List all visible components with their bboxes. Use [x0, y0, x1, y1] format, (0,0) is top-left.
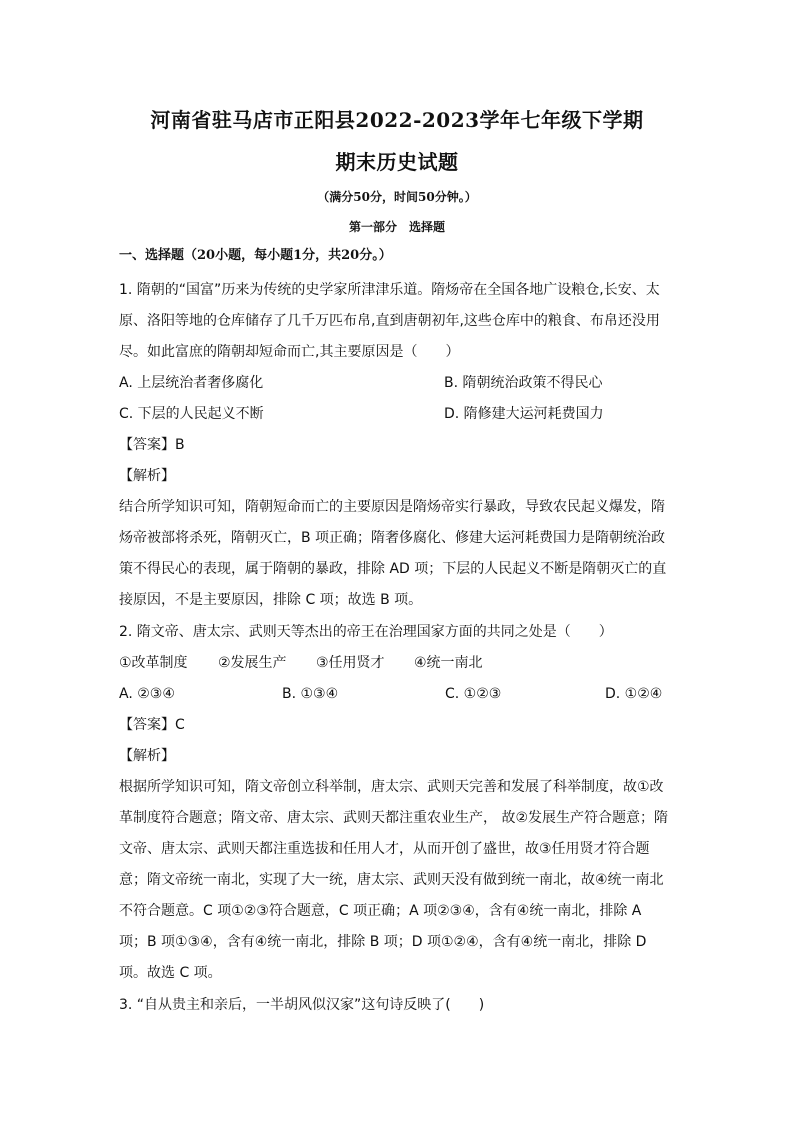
q2-analysis-line: 文帝、唐太宗、武则天都注重选拔和任用人才，从而开创了盛世，故③任用贤才符合题 [119, 841, 650, 857]
q2-item: ①改革制度 [119, 655, 188, 671]
q2-option-d: D. ①②④ [605, 686, 663, 702]
q1-answer: 【答案】B [119, 437, 185, 453]
q1-option-a: A. 上层统治者奢侈腐化 [119, 375, 264, 391]
q3-stem: 3. “自从贵主和亲后，一半胡风似汉家”这句诗反映了( ) [119, 997, 485, 1013]
q2-option-c: C. ①②③ [445, 686, 502, 702]
q2-analysis-line: 革制度符合题意；隋文帝、唐太宗、武则天都注重农业生产， 故②发展生产符合题意；隋 [119, 810, 668, 826]
q1-option-b: B. 隋朝统治政策不得民心 [444, 375, 603, 391]
q1-stem-line: 1. 隋朝的“国富”历来为传统的史学家所津津乐道。隋炀帝在全国各地广设粮仓,长安、太 [119, 282, 660, 298]
q2-item: ②发展生产 [218, 655, 287, 671]
part-heading: 第一部分 选择题 [348, 220, 445, 234]
q2-analysis-line: 不符合题意。C 项①②③符合题意，C 项正确；A 项②③④，含有④统一南北，排除 A [119, 903, 642, 919]
q2-item: ③任用贤才 [316, 655, 385, 671]
q1-analysis-line: 结合所学知识可知，隋朝短命而亡的主要原因是隋炀帝实行暴政，导致农民起义爆发，隋 [119, 499, 665, 515]
page-title-line1: 河南省驻马店市正阳县2022-2023学年七年级下学期 [150, 108, 644, 132]
q1-analysis-line: 接原因，不是主要原因，排除 C 项；故选 B 项。 [119, 592, 423, 608]
exam-subtitle: （满分50分，时间50分钟。） [317, 190, 477, 204]
q2-analysis-label: 【解析】 [119, 748, 175, 764]
q2-stem: 2. 隋文帝、唐太宗、武则天等杰出的帝王在治理国家方面的共同之处是（ ） [119, 624, 613, 640]
q2-analysis-line: 项；B 项①③④，含有④统一南北，排除 B 项；D 项①②④，含有④统一南北，排除 D [119, 934, 647, 950]
q2-analysis-line: 项。故选 C 项。 [119, 965, 222, 981]
q1-analysis-label: 【解析】 [119, 468, 175, 484]
q2-answer: 【答案】C [119, 717, 185, 733]
q2-item: ④统一南北 [414, 655, 483, 671]
q2-option-a: A. ②③④ [119, 686, 175, 702]
q1-option-c: C. 下层的人民起义不断 [119, 406, 264, 422]
q2-analysis-line: 意；隋文帝统一南北，实现了大一统，唐太宗、武则天没有做到统一南北，故④统一南北 [119, 872, 664, 888]
q1-stem-line: 原、洛阳等地的仓库储存了几千万匹布帛,直到唐朝初年,这些仓库中的粮食、布帛还没用 [119, 313, 660, 329]
q1-analysis-line: 炀帝被部将杀死，隋朝灭亡，B 项正确；隋奢侈腐化、修建大运河耗费国力是隋朝统治政 [119, 530, 666, 546]
q2-analysis-line: 根据所学知识可知，隋文帝创立科举制，唐太宗、武则天完善和发展了科举制度，故①改 [119, 779, 664, 795]
q1-stem-line: 尽。如此富庶的隋朝却短命而亡,其主要原因是（ ） [119, 344, 460, 360]
page-title-line2: 期末历史试题 [335, 150, 459, 174]
section-heading: 一、选择题（20小题，每小题1分，共20分。） [119, 248, 392, 263]
q1-analysis-line: 策不得民心的表现，属于隋朝的暴政，排除 AD 项；下层的人民起义不断是隋朝灭亡的直 [119, 561, 667, 577]
q1-option-d: D. 隋修建大运河耗费国力 [444, 406, 604, 422]
q2-option-b: B. ①③④ [282, 686, 339, 702]
